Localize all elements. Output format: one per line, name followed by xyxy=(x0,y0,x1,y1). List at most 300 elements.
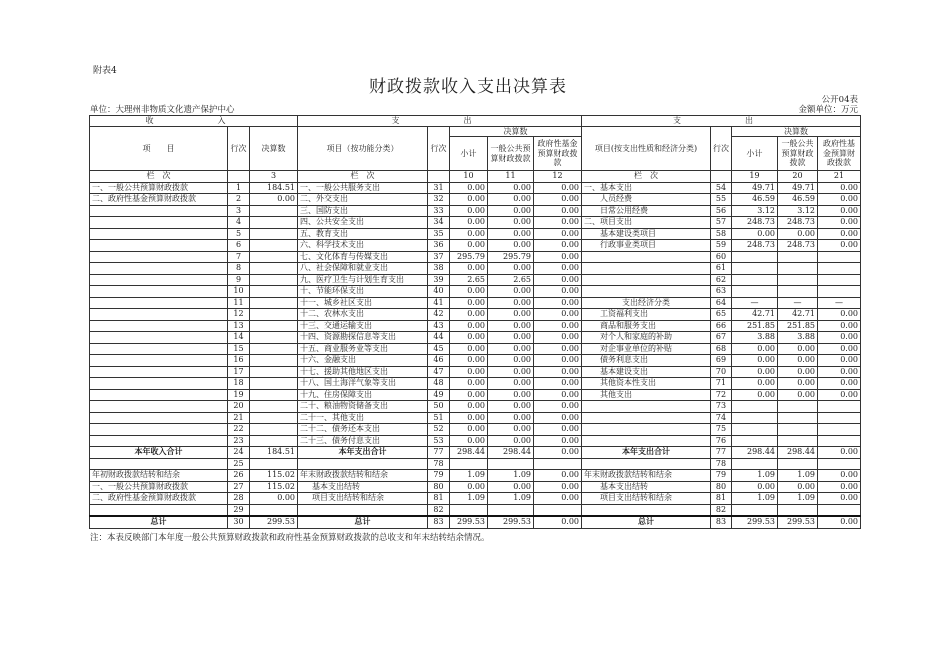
cell-e-item xyxy=(582,504,711,516)
table-row xyxy=(90,366,861,378)
cell-e-item: 总计 xyxy=(582,516,711,528)
cell-e-gov: 0.00 xyxy=(818,516,861,528)
cell-f-gov: 0.00 xyxy=(534,240,582,252)
cell-e-gen xyxy=(778,424,818,436)
cell-e-item: 其他资本性支出 xyxy=(582,378,711,390)
cell-f-item: 十二、农林水支出 xyxy=(298,309,428,321)
cell-f-sub: 1.09 xyxy=(450,493,488,505)
cell-in-item: 一、一般公共预算财政拨款 xyxy=(90,182,228,194)
table-row xyxy=(90,194,861,206)
cell-f-no: 47 xyxy=(428,366,450,378)
cell-f-gen: 0.00 xyxy=(488,263,534,275)
cell-e-sub xyxy=(732,263,778,275)
cell-e-no: 67 xyxy=(711,332,732,344)
cell-e-item xyxy=(582,274,711,286)
cell-e-sub: 3.88 xyxy=(732,332,778,344)
cell-in-item xyxy=(90,424,228,436)
cell-e-gov: 0.00 xyxy=(818,389,861,401)
cell-e-gov xyxy=(818,458,861,470)
table-row xyxy=(90,458,861,470)
col-index-20: 20 xyxy=(778,171,818,183)
cell-f-gov: 0.00 xyxy=(534,205,582,217)
cell-f-gen: 0.00 xyxy=(488,435,534,447)
table-row xyxy=(90,355,861,367)
cell-e-no: 72 xyxy=(711,389,732,401)
cell-e-gov: 0.00 xyxy=(818,217,861,229)
col-label-3: 栏 次 xyxy=(582,171,711,183)
cell-in-no: 28 xyxy=(228,493,250,505)
cell-e-gov: 0.00 xyxy=(818,481,861,493)
cell-f-no: 49 xyxy=(428,389,450,401)
cell-f-sub: 1.09 xyxy=(450,470,488,482)
cell-in-amt xyxy=(250,332,298,344)
cell-in-amt xyxy=(250,424,298,436)
cell-e-sub xyxy=(732,412,778,424)
cell-in-item xyxy=(90,389,228,401)
cell-e-gen: 0.00 xyxy=(778,366,818,378)
cell-e-sub xyxy=(732,424,778,436)
cell-e-no: 58 xyxy=(711,228,732,240)
cell-e-no: 54 xyxy=(711,182,732,194)
cell-in-amt xyxy=(250,366,298,378)
cell-f-item: 项目支出结转和结余 xyxy=(298,493,428,505)
table-row xyxy=(90,378,861,390)
cell-e-no: 69 xyxy=(711,355,732,367)
cell-e-no: 64 xyxy=(711,297,732,309)
cell-f-no: 39 xyxy=(428,274,450,286)
cell-e-item: 支出经济分类 xyxy=(582,297,711,309)
cell-f-item: 九、医疗卫生与计划生育支出 xyxy=(298,274,428,286)
cell-f-gov: 0.00 xyxy=(534,366,582,378)
cell-in-item xyxy=(90,435,228,447)
cell-e-gen xyxy=(778,251,818,263)
cell-e-item: 人员经费 xyxy=(582,194,711,206)
cell-f-no: 48 xyxy=(428,378,450,390)
cell-e-gen xyxy=(778,401,818,413)
cell-f-gen: 0.00 xyxy=(488,228,534,240)
cell-f-item xyxy=(298,504,428,516)
cell-f-gen: 0.00 xyxy=(488,297,534,309)
cell-f-gen: 0.00 xyxy=(488,343,534,355)
cell-e-no: 75 xyxy=(711,424,732,436)
table-row xyxy=(90,251,861,263)
expense-section-header: 支 出 xyxy=(298,116,582,127)
cell-f-gen: 0.00 xyxy=(488,240,534,252)
cell-f-gov: 0.00 xyxy=(534,424,582,436)
cell-e-item xyxy=(582,435,711,447)
cell-e-item: 行政事业类项目 xyxy=(582,240,711,252)
table-row xyxy=(90,297,861,309)
cell-e-sub: 0.00 xyxy=(732,378,778,390)
cell-e-no: 83 xyxy=(711,516,732,528)
cell-e-sub: 251.85 xyxy=(732,320,778,332)
col-header-final-amount: 决算数 xyxy=(250,127,298,171)
cell-in-no: 15 xyxy=(228,343,250,355)
expense-econ-section-header: 支 出 xyxy=(582,116,861,127)
cell-in-item xyxy=(90,458,228,470)
col-header-gov-fund: 政府性基金预算财政拨款 xyxy=(534,137,582,171)
cell-in-amt xyxy=(250,309,298,321)
cell-f-item: 二十三、债务付息支出 xyxy=(298,435,428,447)
cell-e-gov: 0.00 xyxy=(818,228,861,240)
cell-f-gov: 0.00 xyxy=(534,194,582,206)
cell-in-amt xyxy=(250,504,298,516)
cell-e-item: 二、项目支出 xyxy=(582,217,711,229)
cell-in-amt xyxy=(250,343,298,355)
cell-e-sub: 248.73 xyxy=(732,240,778,252)
cell-in-item xyxy=(90,251,228,263)
cell-in-item xyxy=(90,355,228,367)
cell-e-gen: 42.71 xyxy=(778,309,818,321)
cell-e-sub xyxy=(732,274,778,286)
cell-e-gov xyxy=(818,412,861,424)
cell-f-item: 十一、城乡社区支出 xyxy=(298,297,428,309)
cell-e-no: 79 xyxy=(711,470,732,482)
cell-f-sub: 0.00 xyxy=(450,401,488,413)
form-number: 公开04表 xyxy=(821,95,858,105)
cell-e-sub xyxy=(732,458,778,470)
col-index-21: 21 xyxy=(818,171,861,183)
cell-f-gen: 0.00 xyxy=(488,481,534,493)
cell-e-sub: 0.00 xyxy=(732,343,778,355)
cell-e-gov: 0.00 xyxy=(818,332,861,344)
cell-f-no: 41 xyxy=(428,297,450,309)
cell-e-no: 71 xyxy=(711,378,732,390)
cell-e-gen: 0.00 xyxy=(778,355,818,367)
cell-f-gen: 0.00 xyxy=(488,389,534,401)
col-header-final-amount-3: 决算数 xyxy=(732,127,861,137)
cell-e-item: 其他支出 xyxy=(582,389,711,401)
cell-e-gov: 0.00 xyxy=(818,182,861,194)
cell-f-sub: 0.00 xyxy=(450,194,488,206)
cell-f-gov: 0.00 xyxy=(534,182,582,194)
table-row xyxy=(90,516,861,528)
col-label-2: 栏 次 xyxy=(298,171,428,183)
cell-e-gen xyxy=(778,274,818,286)
cell-e-item: 项目支出结转和结余 xyxy=(582,493,711,505)
cell-e-item xyxy=(582,412,711,424)
cell-f-sub: 0.00 xyxy=(450,182,488,194)
cell-in-amt xyxy=(250,412,298,424)
cell-f-gov: 0.00 xyxy=(534,332,582,344)
cell-in-item xyxy=(90,286,228,298)
column-header-row-1 xyxy=(90,127,861,137)
cell-f-item xyxy=(298,458,428,470)
cell-f-no: 35 xyxy=(428,228,450,240)
col-index-19: 19 xyxy=(732,171,778,183)
cell-e-sub xyxy=(732,435,778,447)
cell-in-amt xyxy=(250,378,298,390)
cell-f-sub: 0.00 xyxy=(450,297,488,309)
cell-f-no: 52 xyxy=(428,424,450,436)
cell-e-item: 基本建设支出 xyxy=(582,366,711,378)
cell-e-no: 73 xyxy=(711,401,732,413)
cell-e-no: 61 xyxy=(711,263,732,275)
cell-in-item xyxy=(90,343,228,355)
cell-f-item: 十八、国土海洋气象等支出 xyxy=(298,378,428,390)
table-row xyxy=(90,274,861,286)
cell-e-sub: 298.44 xyxy=(732,447,778,459)
cell-e-gen xyxy=(778,435,818,447)
cell-f-gov: 0.00 xyxy=(534,412,582,424)
cell-in-item xyxy=(90,240,228,252)
cell-in-no: 2 xyxy=(228,194,250,206)
cell-f-gov: 0.00 xyxy=(534,263,582,275)
cell-f-no: 80 xyxy=(428,481,450,493)
cell-f-item: 十、节能环保支出 xyxy=(298,286,428,298)
cell-in-no: 26 xyxy=(228,470,250,482)
cell-in-no: 30 xyxy=(228,516,250,528)
cell-e-no: 56 xyxy=(711,205,732,217)
cell-e-gov: 0.00 xyxy=(818,447,861,459)
cell-f-sub: 0.00 xyxy=(450,205,488,217)
cell-f-gov: 0.00 xyxy=(534,320,582,332)
col-index-11: 11 xyxy=(488,171,534,183)
cell-e-gov xyxy=(818,504,861,516)
cell-f-no: 43 xyxy=(428,320,450,332)
cell-in-item xyxy=(90,205,228,217)
cell-in-no: 22 xyxy=(228,424,250,436)
cell-f-gov: 0.00 xyxy=(534,274,582,286)
cell-in-no: 5 xyxy=(228,228,250,240)
cell-e-gen: 0.00 xyxy=(778,343,818,355)
cell-e-item: 工资福利支出 xyxy=(582,309,711,321)
cell-f-sub: 295.79 xyxy=(450,251,488,263)
cell-f-sub: 0.00 xyxy=(450,228,488,240)
cell-f-sub: 0.00 xyxy=(450,378,488,390)
cell-f-sub xyxy=(450,458,488,470)
cell-in-amt: 184.51 xyxy=(250,182,298,194)
cell-e-gen xyxy=(778,286,818,298)
cell-in-amt xyxy=(250,435,298,447)
cell-e-sub xyxy=(732,401,778,413)
cell-f-gov: 0.00 xyxy=(534,355,582,367)
cell-f-item: 一、一般公共服务支出 xyxy=(298,182,428,194)
cell-e-gov: 0.00 xyxy=(818,343,861,355)
cell-e-gen xyxy=(778,458,818,470)
cell-f-no: 38 xyxy=(428,263,450,275)
col-header-econ-item: 项目(按支出性质和经济分类) xyxy=(582,127,711,171)
cell-e-item xyxy=(582,263,711,275)
cell-in-no: 19 xyxy=(228,389,250,401)
cell-e-sub: 0.00 xyxy=(732,481,778,493)
col-index-3: 3 xyxy=(250,171,298,183)
cell-f-gov: 0.00 xyxy=(534,309,582,321)
cell-e-sub: 1.09 xyxy=(732,470,778,482)
cell-e-gov: 0.00 xyxy=(818,205,861,217)
cell-f-item: 十五、商业服务业等支出 xyxy=(298,343,428,355)
cell-in-no: 9 xyxy=(228,274,250,286)
cell-f-gen: 0.00 xyxy=(488,412,534,424)
cell-f-gov: 0.00 xyxy=(534,343,582,355)
cell-e-gen: 299.53 xyxy=(778,516,818,528)
table-row xyxy=(90,504,861,516)
cell-in-amt xyxy=(250,205,298,217)
cell-e-item: 年末财政拨款结转和结余 xyxy=(582,470,711,482)
cell-in-no: 24 xyxy=(228,447,250,459)
cell-in-no: 27 xyxy=(228,481,250,493)
cell-in-no: 18 xyxy=(228,378,250,390)
col-index-12: 12 xyxy=(534,171,582,183)
cell-f-gov: 0.00 xyxy=(534,228,582,240)
cell-f-gen: 1.09 xyxy=(488,470,534,482)
cell-in-no: 14 xyxy=(228,332,250,344)
cell-e-sub: — xyxy=(732,297,778,309)
col-header-func-item: 项目（按功能分类） xyxy=(298,127,428,171)
cell-e-gen xyxy=(778,504,818,516)
cell-f-gen: 0.00 xyxy=(488,401,534,413)
cell-f-gov: 0.00 xyxy=(534,435,582,447)
cell-e-gov: 0.00 xyxy=(818,194,861,206)
cell-f-gov xyxy=(534,504,582,516)
cell-e-gov xyxy=(818,251,861,263)
cell-in-item: 总计 xyxy=(90,516,228,528)
cell-e-gov: 0.00 xyxy=(818,309,861,321)
cell-f-item: 二十一、其他支出 xyxy=(298,412,428,424)
cell-f-gen: 0.00 xyxy=(488,355,534,367)
cell-e-no: 82 xyxy=(711,504,732,516)
cell-f-item: 二十二、债务还本支出 xyxy=(298,424,428,436)
cell-f-no: 42 xyxy=(428,309,450,321)
cell-in-item xyxy=(90,274,228,286)
cell-f-no: 31 xyxy=(428,182,450,194)
cell-f-gen: 0.00 xyxy=(488,217,534,229)
cell-in-amt: 0.00 xyxy=(250,194,298,206)
cell-f-sub: 0.00 xyxy=(450,320,488,332)
cell-e-no: 77 xyxy=(711,447,732,459)
cell-e-gen: 0.00 xyxy=(778,228,818,240)
cell-e-sub: 3.12 xyxy=(732,205,778,217)
cell-in-amt xyxy=(250,251,298,263)
table-row xyxy=(90,389,861,401)
cell-e-item xyxy=(582,458,711,470)
cell-f-item: 十七、援助其他地区支出 xyxy=(298,366,428,378)
cell-e-gen: 251.85 xyxy=(778,320,818,332)
cell-f-no: 37 xyxy=(428,251,450,263)
cell-e-gen: 248.73 xyxy=(778,240,818,252)
cell-e-no: 55 xyxy=(711,194,732,206)
cell-f-gen: 2.65 xyxy=(488,274,534,286)
cell-e-item: 本年支出合计 xyxy=(582,447,711,459)
table-row xyxy=(90,240,861,252)
cell-e-no: 80 xyxy=(711,481,732,493)
cell-in-item xyxy=(90,217,228,229)
cell-in-no: 6 xyxy=(228,240,250,252)
organization-unit: 单位：大理州非物质文化遗产保护中心 xyxy=(90,105,235,115)
cell-f-sub: 0.00 xyxy=(450,366,488,378)
cell-e-item: 基本支出结转 xyxy=(582,481,711,493)
cell-f-gen: 0.00 xyxy=(488,205,534,217)
cell-f-sub: 0.00 xyxy=(450,263,488,275)
cell-e-item: 日常公用经费 xyxy=(582,205,711,217)
cell-e-gov: 0.00 xyxy=(818,470,861,482)
cell-f-no: 33 xyxy=(428,205,450,217)
cell-e-gen: — xyxy=(778,297,818,309)
cell-e-gov: 0.00 xyxy=(818,240,861,252)
cell-f-gov: 0.00 xyxy=(534,286,582,298)
table-row xyxy=(90,320,861,332)
cell-in-no: 29 xyxy=(228,504,250,516)
cell-in-item: 本年收入合计 xyxy=(90,447,228,459)
col-header-final-amount-2: 决算数 xyxy=(450,127,582,137)
table-row xyxy=(90,424,861,436)
cell-in-item xyxy=(90,504,228,516)
cell-in-no: 12 xyxy=(228,309,250,321)
cell-f-gen: 295.79 xyxy=(488,251,534,263)
cell-f-gen: 0.00 xyxy=(488,309,534,321)
cell-e-gen: 46.59 xyxy=(778,194,818,206)
cell-f-no: 77 xyxy=(428,447,450,459)
cell-in-no: 10 xyxy=(228,286,250,298)
table-row xyxy=(90,447,861,459)
col-header-general-budget: 一般公共预算财政拨款 xyxy=(488,137,534,171)
cell-e-item: 对个人和家庭的补助 xyxy=(582,332,711,344)
cell-in-amt xyxy=(250,458,298,470)
cell-in-no: 4 xyxy=(228,217,250,229)
cell-e-item: 基本建设类项目 xyxy=(582,228,711,240)
cell-e-gen: 0.00 xyxy=(778,481,818,493)
col-header-gov-fund-2: 政府性基金预算财政拨款 xyxy=(818,137,861,171)
cell-e-gov xyxy=(818,401,861,413)
cell-e-sub: 0.00 xyxy=(732,366,778,378)
cell-f-item: 本年支出合计 xyxy=(298,447,428,459)
cell-in-no: 8 xyxy=(228,263,250,275)
table-row xyxy=(90,412,861,424)
cell-in-item: 二、政府性基金预算财政拨款 xyxy=(90,493,228,505)
cell-e-gov: — xyxy=(818,297,861,309)
cell-f-item: 四、公共安全支出 xyxy=(298,217,428,229)
cell-e-gov: 0.00 xyxy=(818,493,861,505)
cell-e-gov: 0.00 xyxy=(818,378,861,390)
column-index-row xyxy=(90,171,861,183)
cell-in-item xyxy=(90,378,228,390)
cell-in-amt: 299.53 xyxy=(250,516,298,528)
cell-e-gen: 1.09 xyxy=(778,493,818,505)
cell-f-item: 二十、粮油物资储备支出 xyxy=(298,401,428,413)
cell-f-sub: 0.00 xyxy=(450,332,488,344)
cell-f-sub xyxy=(450,504,488,516)
cell-f-no: 44 xyxy=(428,332,450,344)
cell-in-no: 20 xyxy=(228,401,250,413)
cell-f-sub: 298.44 xyxy=(450,447,488,459)
cell-in-no: 1 xyxy=(228,182,250,194)
cell-f-gen: 299.53 xyxy=(488,516,534,528)
cell-f-item: 十四、资源勘探信息等支出 xyxy=(298,332,428,344)
cell-e-item: 商品和服务支出 xyxy=(582,320,711,332)
cell-e-sub: 299.53 xyxy=(732,516,778,528)
cell-e-gen: 248.73 xyxy=(778,217,818,229)
cell-e-gen: 0.00 xyxy=(778,389,818,401)
cell-f-item: 基本支出结转 xyxy=(298,481,428,493)
cell-f-item: 七、文化体育与传媒支出 xyxy=(298,251,428,263)
cell-e-gen: 298.44 xyxy=(778,447,818,459)
cell-in-item xyxy=(90,412,228,424)
table-row xyxy=(90,401,861,413)
cell-e-gen: 3.88 xyxy=(778,332,818,344)
cell-f-sub: 0.00 xyxy=(450,217,488,229)
cell-e-gen: 1.09 xyxy=(778,470,818,482)
cell-e-no: 81 xyxy=(711,493,732,505)
cell-e-item xyxy=(582,251,711,263)
cell-in-item: 二、政府性基金预算财政拨款 xyxy=(90,194,228,206)
table-row xyxy=(90,309,861,321)
cell-e-no: 68 xyxy=(711,343,732,355)
cell-f-item: 十三、交通运输支出 xyxy=(298,320,428,332)
cell-f-no: 50 xyxy=(428,401,450,413)
cell-e-sub: 248.73 xyxy=(732,217,778,229)
col-header-subtotal: 小计 xyxy=(450,137,488,171)
cell-in-amt: 115.02 xyxy=(250,470,298,482)
